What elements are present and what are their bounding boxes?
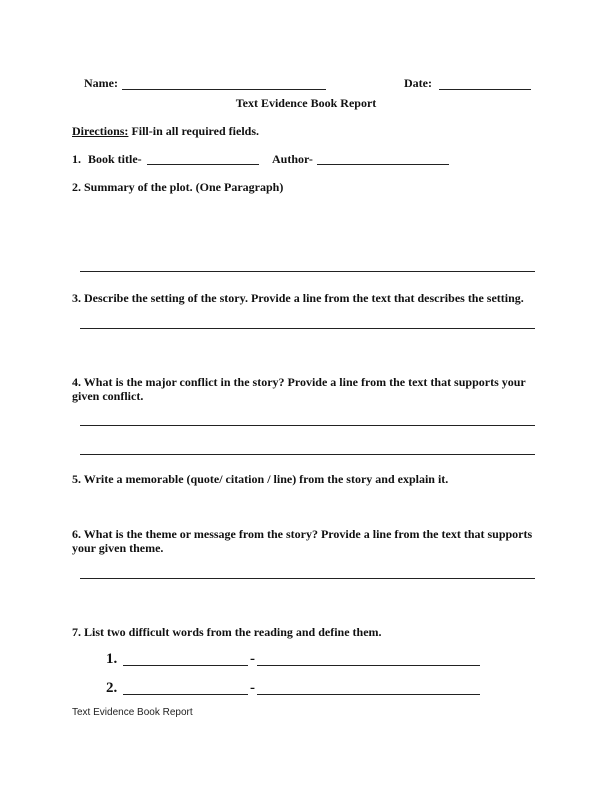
q7-item-1-number: 1. (106, 651, 118, 667)
name-field[interactable] (122, 89, 326, 90)
date-field[interactable] (439, 89, 531, 90)
q4-text-line1: 4. What is the major conflict in the story? Provide a line from the text that supports your (72, 375, 526, 389)
q7-word-1-field[interactable] (123, 665, 248, 666)
author-label: Author- (272, 152, 313, 166)
q7-item-2-number: 2. (106, 680, 118, 696)
page-title: Text Evidence Book Report (235, 96, 377, 110)
directions (72, 124, 259, 139)
q3-text: 3. Describe the setting of the story. Provide a line from the text that describes the setting. (72, 291, 524, 305)
q4-answer-line-1[interactable] (80, 425, 535, 426)
q5-text: 5. Write a memorable (quote/ citation / line) from the story and explain it. (72, 472, 449, 486)
q7-word-2-field[interactable] (123, 694, 248, 695)
author-field[interactable] (317, 164, 449, 165)
q2-answer-line[interactable] (80, 271, 535, 272)
q7-item-2-separator: - (250, 680, 255, 696)
q2-text: 2. Summary of the plot. (One Paragraph) (72, 180, 284, 194)
q6-answer-line[interactable] (80, 578, 535, 579)
q6-text-line1: 6. What is the theme or message from the story? Provide a line from the text that supports (72, 527, 533, 541)
book-title-label: Book title- (88, 152, 142, 166)
q4-text-line2: given conflict. (72, 389, 144, 403)
q7-text: 7. List two difficult words from the reading and define them. (72, 625, 382, 639)
directions-label: Directions: (72, 124, 129, 138)
q1-number: 1. (72, 152, 81, 166)
directions-text: Fill-in all required fields. (131, 124, 260, 138)
name-label: Name: (84, 76, 118, 90)
q7-item-1-separator: - (250, 651, 255, 667)
footer-text: Text Evidence Book Report (72, 707, 193, 718)
q7-definition-1-field[interactable] (257, 665, 480, 666)
q7-definition-2-field[interactable] (257, 694, 480, 695)
book-title-field[interactable] (147, 164, 259, 165)
q4-answer-line-2[interactable] (80, 454, 535, 455)
date-label: Date: (404, 76, 432, 90)
q3-answer-line[interactable] (80, 328, 535, 329)
q6-text-line2: your given theme. (72, 541, 164, 555)
